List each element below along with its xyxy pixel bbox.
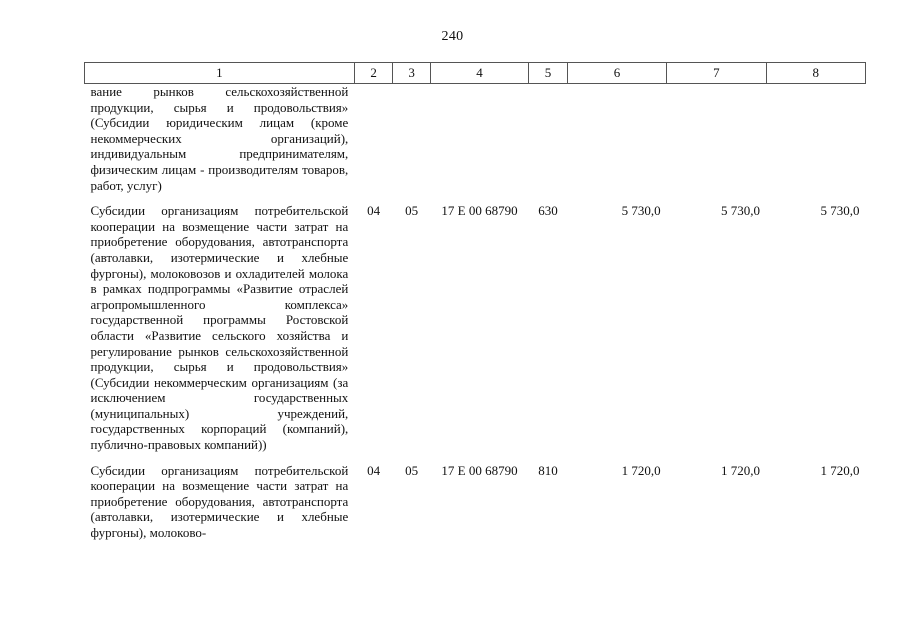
column-header-5: 5 — [529, 63, 568, 84]
table-row — [85, 84, 866, 194]
column-header-8: 8 — [766, 63, 865, 84]
row-vr: 810 — [538, 462, 558, 478]
row-pr — [393, 84, 431, 194]
row-pr: 05 — [405, 203, 419, 219]
table-body — [85, 84, 866, 541]
row-sum-1 — [567, 84, 666, 194]
row-vr: 630 — [538, 203, 558, 219]
row-description: Субсидии организациям потребительской кооперации на возмещение части затрат на приобретение оборудования, автотранспорта (автолавки, изотермические и хлебные фургоны), молоковозов и охладителей молока в рамках подпрограммы «Развитие отраслей агропромышленного комплекса» государственной программы Ростовской области «Развитие сельского хозяйства и регулирование рынков сельскохозяйственной продукции, сырья и продовольствия» (Субсидии некоммерческим организациям (за исключением государственных (муниципальных) учреждений, государственных корпораций (компаний), публично-правовых компаний)) — [90, 203, 349, 453]
column-header-7: 7 — [667, 63, 766, 84]
row-sum-3 — [766, 84, 865, 194]
row-sum-3: 5 730,0 — [820, 203, 860, 219]
row-pr: 05 — [405, 462, 419, 478]
row-sum-2 — [667, 84, 766, 194]
row-rz: 04 — [367, 203, 381, 219]
table-row — [85, 193, 866, 453]
column-header-6: 6 — [567, 63, 666, 84]
row-kcsr: 17 Е 00 68790 — [441, 203, 518, 219]
page-number: 240 — [441, 29, 464, 44]
column-header-3: 3 — [393, 63, 431, 84]
row-rz: 04 — [367, 462, 381, 478]
row-description: вание рынков сельскохозяйственной продукции, сырья и продовольствия» (Субсидии юридическим лицам (кроме некоммерческих организаций), индивидуальным предпринимателям, физическим лицам - производителям товаров, работ, услуг) — [90, 84, 349, 193]
table-header — [85, 63, 866, 84]
row-sum-2: 1 720,0 — [721, 462, 761, 478]
budget-table — [84, 62, 866, 541]
row-sum-2: 5 730,0 — [721, 203, 761, 219]
row-sum-1: 5 730,0 — [621, 203, 661, 219]
row-kcsr: 17 Е 00 68790 — [441, 462, 518, 478]
table-row — [85, 453, 866, 541]
column-header-2: 2 — [354, 63, 393, 84]
row-sum-1: 1 720,0 — [621, 462, 661, 478]
row-sum-3: 1 720,0 — [820, 462, 860, 478]
row-description: Субсидии организациям потребительской кооперации на возмещение части затрат на приобретение оборудования, автотранспорта (автолавки, изотермические и хлебные фургоны), молоково- — [90, 462, 349, 541]
row-rz — [354, 84, 393, 194]
header-row — [85, 63, 866, 84]
column-header-4: 4 — [430, 63, 528, 84]
row-vr — [529, 84, 568, 194]
row-kcsr — [430, 84, 528, 194]
column-header-1: 1 — [85, 63, 355, 84]
